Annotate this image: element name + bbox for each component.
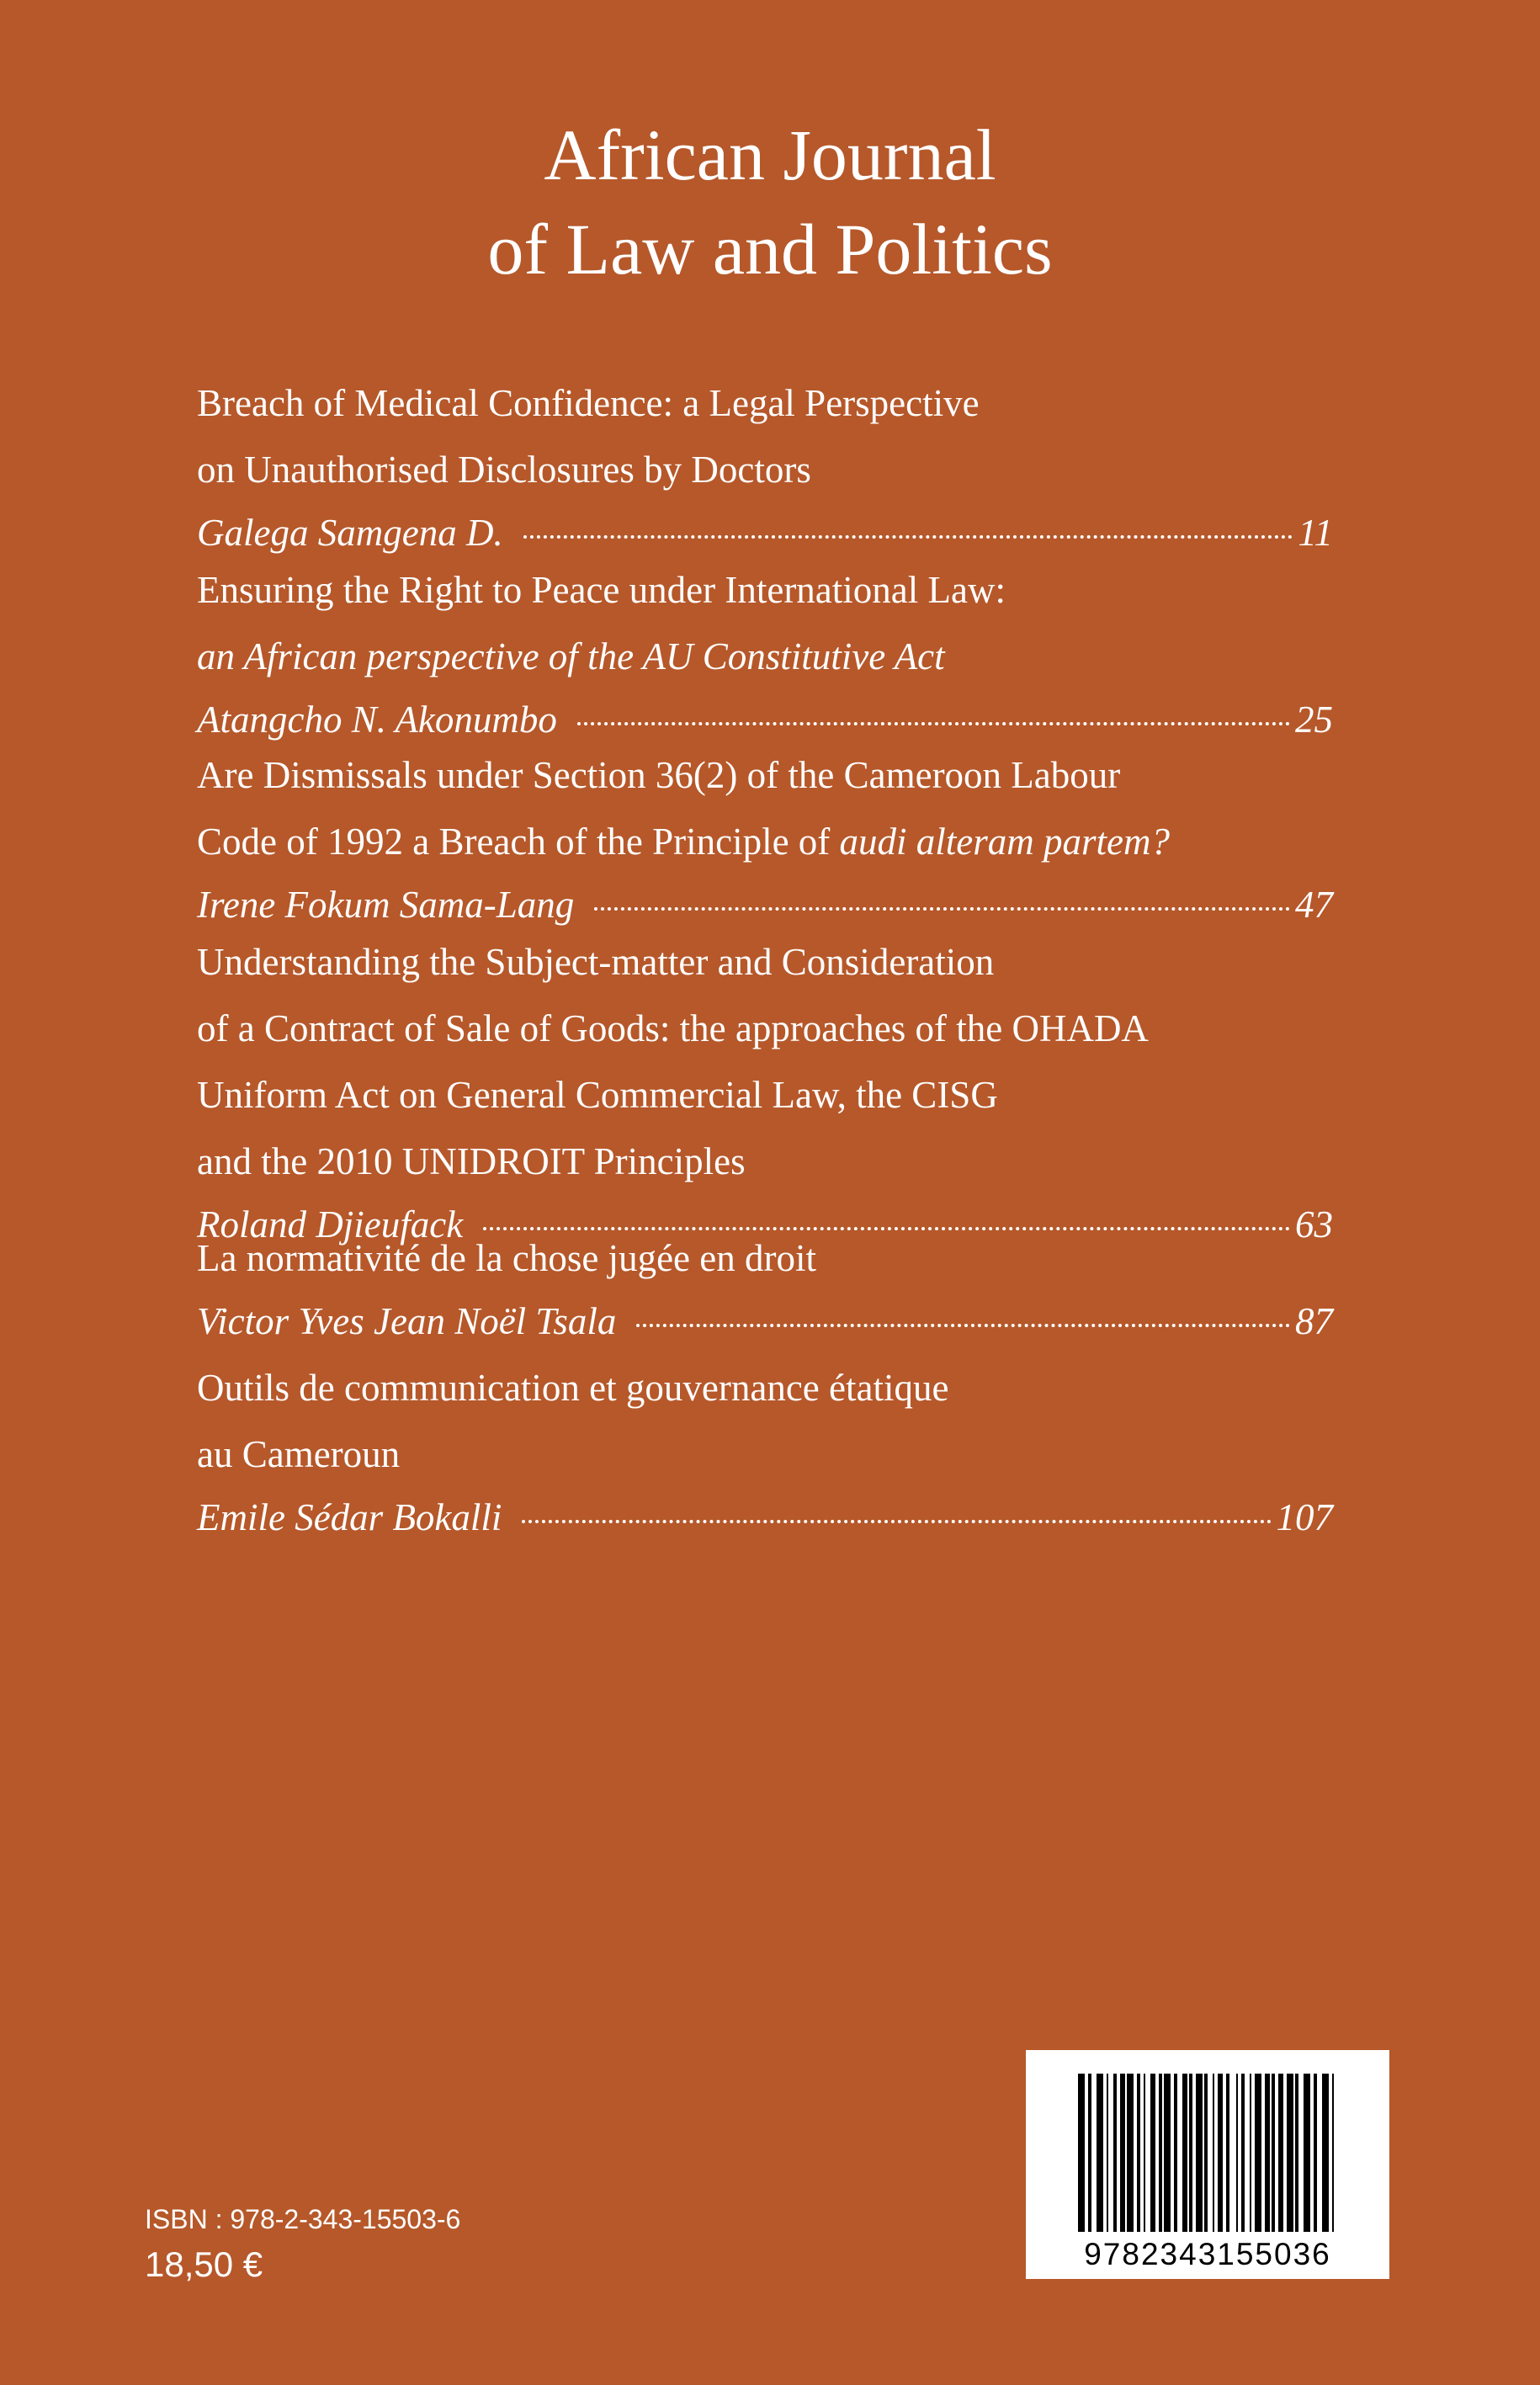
toc-entry-title-text: of a Contract of Sale of Goods: the approaches of the OHADA <box>197 1007 1149 1049</box>
toc-entry-page-number: 47 <box>1295 884 1333 926</box>
barcode-bar <box>1204 2074 1208 2232</box>
barcode-bar <box>1250 2074 1251 2232</box>
toc-entry-author: Atangcho N. Akonumbo <box>197 699 557 741</box>
barcode-bar <box>1127 2074 1134 2232</box>
toc-entry-title-text: Understanding the Subject-matter and Consideration <box>197 941 995 983</box>
toc-entry-author: Irene Fokum Sama-Lang <box>197 884 575 926</box>
toc-entry-page-number: 63 <box>1295 1203 1333 1246</box>
barcode-bar <box>1107 2074 1108 2232</box>
toc-entry <box>197 1225 1333 1351</box>
toc-entry-author-row <box>197 875 1333 934</box>
barcode-bar <box>1088 2074 1091 2232</box>
barcode-bar <box>1159 2074 1162 2232</box>
barcode-bar <box>1241 2074 1245 2232</box>
barcode-bar <box>1164 2074 1171 2232</box>
isbn-label: ISBN : 978-2-343-15503-6 <box>145 2204 461 2234</box>
toc-entry-page-number: 107 <box>1276 1496 1333 1538</box>
toc-entry-author: Emile Sédar Bokalli <box>197 1496 502 1538</box>
toc-entry <box>197 557 1333 749</box>
toc-entry-author-row <box>197 503 1333 562</box>
toc-entry-title-line <box>197 1421 1333 1488</box>
toc-entry <box>197 742 1333 934</box>
toc-entry-title-line <box>197 557 1333 624</box>
barcode-graphic <box>1026 2050 1389 2279</box>
barcode-bar <box>1332 2074 1334 2232</box>
barcode-bar <box>1272 2074 1275 2232</box>
toc-entry-title-line <box>197 929 1333 996</box>
toc-entry-title-text: Uniform Act on General Commercial Law, the CISG <box>197 1074 998 1116</box>
barcode-bar <box>1287 2074 1293 2232</box>
barcode-bar <box>1097 2074 1103 2232</box>
toc-entry-title-line <box>197 1355 1333 1421</box>
toc-entry-page-number: 87 <box>1295 1300 1333 1342</box>
barcode-bar <box>1137 2074 1140 2232</box>
price-label: 18,50 € <box>145 2244 263 2284</box>
barcode-bar <box>1265 2074 1270 2232</box>
toc-entry-title-text: Breach of Medical Confidence: a Legal Perspective <box>197 382 980 424</box>
dot-leader <box>636 1324 1290 1327</box>
toc-entry-author-row <box>197 690 1333 749</box>
toc-entry-title-line <box>197 1225 1333 1292</box>
journal-title <box>0 108 1540 296</box>
toc-entry-title-line <box>197 742 1333 809</box>
toc-entry-title-line <box>197 809 1333 875</box>
barcode-bar <box>1196 2074 1203 2232</box>
toc-entry-title-text: an African perspective of the AU Constitutive Act <box>197 635 945 677</box>
barcode-bar <box>1078 2074 1085 2232</box>
toc-entry-author: Victor Yves Jean Noël Tsala <box>197 1300 617 1342</box>
barcode-bar <box>1236 2074 1238 2232</box>
journal-title-line: of Law and Politics <box>487 209 1053 289</box>
barcode-bar <box>1182 2074 1187 2232</box>
barcode-bar <box>1255 2074 1261 2232</box>
toc-entry-title-text: Ensuring the Right to Peace under International Law: <box>197 569 1006 611</box>
toc-entry-title-line <box>197 370 1333 437</box>
barcode-bar <box>1295 2074 1298 2232</box>
toc-entry-title-text: on Unauthorised Disclosures by Doctors <box>197 449 811 491</box>
toc-entry-title-text: Are Dismissals under Section 36(2) of the Cameroon Labour <box>197 754 1121 796</box>
toc-entry-title-text: au Cameroun <box>197 1433 401 1475</box>
toc-entry-title-line <box>197 437 1333 503</box>
toc-entry-title-line <box>197 1062 1333 1129</box>
barcode-bar <box>1144 2074 1145 2232</box>
barcode-bar <box>1113 2074 1117 2232</box>
dot-leader <box>577 722 1290 725</box>
barcode-bar <box>1314 2074 1317 2232</box>
barcode-bar <box>1322 2074 1329 2232</box>
toc-entry-title-text: and the 2010 UNIDROIT Principles <box>197 1140 746 1182</box>
barcode-bar <box>1189 2074 1192 2232</box>
toc-entry <box>197 370 1333 562</box>
barcode-bar <box>1278 2074 1283 2232</box>
toc-entry-author: Galega Samgena D. <box>197 512 503 554</box>
barcode-bar <box>1218 2074 1223 2232</box>
toc-entry-page-number: 11 <box>1298 512 1333 554</box>
barcode-digits: 9782343155036 <box>1084 2237 1331 2271</box>
toc-entry <box>197 1355 1333 1547</box>
toc-entry-title-line <box>197 624 1333 690</box>
toc-entry-title-line <box>197 1129 1333 1195</box>
toc-entry-author: Roland Djieufack <box>197 1203 464 1246</box>
barcode-bar <box>1174 2074 1177 2232</box>
toc-entry-author-row <box>197 1488 1333 1547</box>
dot-leader <box>523 535 1293 539</box>
toc-entry-title-text: Outils de communication et gouvernance étatique <box>197 1367 949 1409</box>
toc-entry-author-row <box>197 1292 1333 1351</box>
toc-entry-title-line <box>197 996 1333 1062</box>
barcode-bar <box>1226 2074 1229 2232</box>
barcode-bar <box>1120 2074 1125 2232</box>
dot-leader <box>594 907 1290 911</box>
barcode-bar <box>1150 2074 1155 2232</box>
barcode-bar <box>1304 2074 1310 2232</box>
toc-entry-title-text: La normativité de la chose jugée en droit <box>197 1237 816 1279</box>
barcode-bar <box>1213 2074 1214 2232</box>
dot-leader <box>522 1520 1271 1523</box>
toc-entry <box>197 929 1333 1254</box>
toc-entry-page-number: 25 <box>1295 699 1333 741</box>
toc-entry-title-text: audi alteram partem? <box>839 821 1171 863</box>
barcode <box>1026 2050 1389 2279</box>
journal-title-line: African Journal <box>544 114 996 195</box>
toc-entry-title-text: Code of 1992 a Breach of the Principle of <box>197 821 840 863</box>
